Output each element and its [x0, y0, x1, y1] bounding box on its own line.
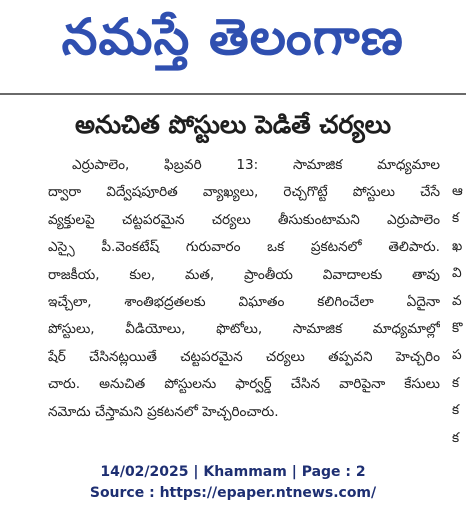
article-body: [48, 152, 440, 426]
fragment-glyph: క: [452, 210, 460, 227]
fragment-glyph: ప: [452, 347, 462, 364]
article-line: ద్వారా విద్వేషపూరిత వ్యాఖ్యలు, రెచ్చగొట్టే పోస్టులు చేసే: [48, 184, 440, 201]
masthead: [0, 0, 466, 80]
article-line: షేర్ చేసినట్లయితే చట్టపరమైన చర్యలు తప్పవని హెచ్చరిం: [48, 348, 440, 365]
fragment-glyph: ఖ: [452, 237, 463, 254]
fragment-glyph: క: [452, 374, 460, 391]
article-line: వ్యక్తులపై చట్టపరమైన చర్యలు తీసుకుంటామని ఎర్రుపాలెం: [48, 211, 440, 228]
fragment-glyph: క: [452, 402, 460, 419]
article-line: రాజకీయ, కుల, మత, ప్రాంతీయ వివాదాలకు తావు: [48, 266, 440, 283]
source-footer: [0, 462, 466, 504]
fragment-glyph: ఆ: [452, 183, 463, 199]
source-link[interactable]: Source : https://epaper.ntnews.com/: [89, 485, 377, 501]
article-line: ఇచ్చేలా, శాంతిభద్రతలకు విఘాతం కలిగించేలా ఏదైనా: [48, 293, 440, 310]
newspaper-logo: నమస్తే తెలంగాణ: [61, 8, 405, 66]
adjacent-column-fragment: [452, 178, 466, 448]
article-line: నమోదు చేస్తామని ప్రకటనలో హెచ్చరించారు.: [48, 403, 279, 420]
fragment-glyph: క: [452, 429, 460, 446]
edition-info: 14/02/2025 | Khammam | Page : 2: [100, 464, 366, 480]
fragment-glyph: కొ: [452, 319, 463, 336]
fragment-glyph: వి: [452, 265, 462, 282]
article-line: చారు. అనుచిత పోస్టులను ఫార్వర్డ్ చేసిన వారిపైనా కేసులు: [48, 376, 440, 393]
article-line: ఎర్రుపాలెం, ఫిబ్రవరి 13: సామాజిక మాధ్యమాల: [72, 157, 440, 173]
article-line: పోస్టులు, వీడియోలు, ఫొటోలు, సామాజిక మాధ్యమాల్లో: [48, 321, 440, 338]
fragment-glyph: వ: [452, 292, 462, 309]
masthead-divider: [0, 93, 466, 95]
article-headline: అనుచిత పోస్టులు పెడితే చర్యలు: [74, 110, 392, 139]
article-line: ఎస్సై పీ.వెంకటేష్ గురువారం ఒక ప్రకటనలో తెలిపారు.: [48, 239, 440, 256]
